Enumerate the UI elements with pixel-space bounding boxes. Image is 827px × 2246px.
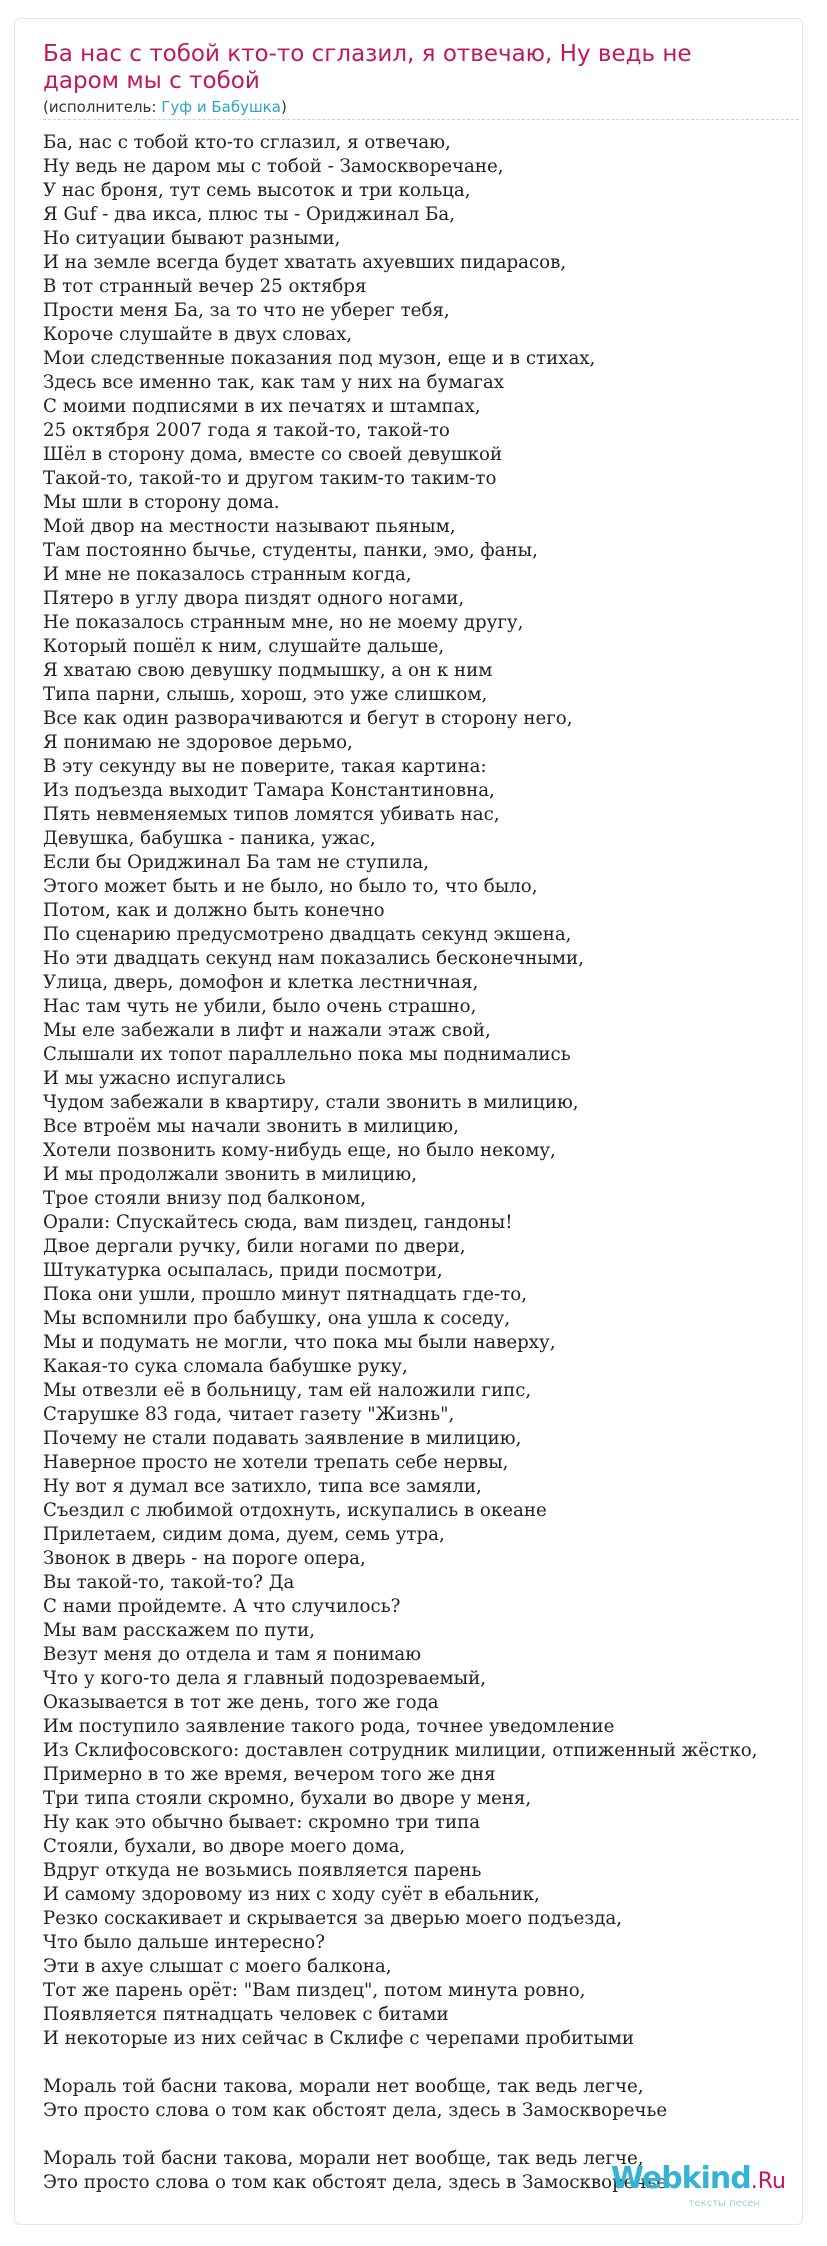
lyric-line: И мы ужасно испугались [43,1068,286,1089]
lyric-line: Я понимаю не здоровое дерьмо, [43,732,353,753]
lyric-line: Но ситуации бывают разными, [43,228,341,249]
lyric-line: Прости меня Ба, за то что не уберег тебя, [43,300,450,321]
lyrics-page [14,18,803,2225]
lyric-line: Прилетаем, сидим дома, дуем, семь утра, [43,1524,445,1545]
lyric-line: С нами пройдемте. А что случилось? [43,1596,401,1617]
artist-suffix: ) [280,98,287,116]
lyric-line: Мы еле забежали в лифт и нажали этаж свой, [43,1020,491,1041]
lyric-line: Все как один разворачиваются и бегут в сторону него, [43,708,573,729]
lyric-line: Мы и подумать не могли, что пока мы были наверху, [43,1332,556,1353]
artist-prefix: (исполнитель: [43,98,162,116]
lyric-line: Трое стояли внизу под балконом, [43,1188,366,1209]
lyric-line: Мы отвезли её в больницу, там ей наложили гипс, [43,1380,532,1401]
logo-name: Webkind [610,2161,751,2196]
lyric-line: Короче слушайте в двух словах, [43,324,353,345]
lyric-line: Звонок в дверь - на пороге опера, [43,1548,366,1569]
lyric-line: 25 октября 2007 года я такой-то, такой-то [43,420,450,441]
lyric-line: Такой-то, такой-то и другом таким-то таким-то [43,468,497,489]
lyric-line: И мы продолжали звонить в милицию, [43,1164,417,1185]
lyric-line: Три типа стояли скромно, бухали во дворе у меня, [43,1788,532,1809]
lyric-line: Что у кого-то дела я главный подозреваемый, [43,1668,487,1689]
lyric-blank-line [43,2051,803,2075]
lyric-line: Типа парни, слышь, хорош, это уже слишком, [43,684,488,705]
lyric-line: У нас броня, тут семь высоток и три кольца, [43,180,471,201]
title-divider [43,119,799,120]
lyric-line: Мы шли в сторону дома. [43,492,280,513]
lyric-line: Который пошёл к ним, слушайте дальше, [43,636,445,657]
lyric-line: И на земле всегда будет хватать ахуевших пидарасов, [43,252,567,273]
lyric-line: Это просто слова о том как обстоят дела, здесь в Замоскворечье [43,2100,668,2121]
lyric-line: Наверное просто не хотели трепать себе нервы, [43,1452,509,1473]
lyric-line: С моими подписями в их печатях и штампах, [43,396,481,417]
lyric-line: Орали: Спускайтесь сюда, вам пиздец, гандоны! [43,1212,513,1233]
lyric-line: В эту секунду вы не поверите, такая картина: [43,756,487,777]
lyric-line: Резко соскакивает и скрывается за дверью моего подъезда, [43,1908,623,1929]
lyric-line: Этого может быть и не было, но было то, что было, [43,876,538,897]
lyric-line: Ба, нас с тобой кто-то сглазил, я отвечаю, [43,132,451,153]
lyric-line: Девушка, бабушка - паника, ужас, [43,828,376,849]
lyric-line: Но эти двадцать секунд нам показались бесконечными, [43,948,584,969]
artist-link[interactable]: Гуф и Бабушка [161,98,281,116]
lyric-line: Там постоянно бычье, студенты, панки, эмо, фаны, [43,540,538,561]
lyric-line: Им поступило заявление такого рода, точнее уведомление [43,1716,615,1737]
lyric-line: Появляется пятнадцать человек с битами [43,2004,449,2025]
lyric-line: Я хватаю свою девушку подмышку, а он к ним [43,660,493,681]
lyric-line: Тот же парень орёт: "Вам пиздец", потом минута ровно, [43,1980,586,2001]
lyrics-text [43,131,803,2195]
lyric-line: Нас там чуть не убили, было очень страшно, [43,996,477,1017]
lyric-line: Оказывается в тот же день, того же года [43,1692,439,1713]
lyric-line: Везут меня до отдела и там я понимаю [43,1644,422,1665]
lyric-line: Мы вспомнили про бабушку, она ушла к соседу, [43,1308,511,1329]
lyric-line: Съездил с любимой отдохнуть, искупались в океане [43,1500,547,1521]
lyric-line: Мораль той басни такова, морали нет вообще, так ведь легче, [43,2148,644,2169]
lyric-line: Пятеро в углу двора пиздят одного ногами, [43,588,465,609]
lyric-line: Из Склифосовского: доставлен сотрудник милиции, отпиженный жёстко, [43,1740,758,1761]
lyric-line: Старушке 83 года, читает газету "Жизнь", [43,1404,455,1425]
lyric-line: Мораль той басни такова, морали нет вообще, так ведь легче, [43,2076,644,2097]
logo-suffix: .Ru [750,2169,786,2194]
lyric-line: Что было дальше интересно? [43,1932,325,1953]
lyric-line: Потом, как и должно быть конечно [43,900,385,921]
lyric-line: Ну вот я думал все затихло, типа все замяли, [43,1476,482,1497]
lyric-line: Эти в ахуе слышат с моего балкона, [43,1956,392,1977]
lyric-line: Мои следственные показания под музон, еще и в стихах, [43,348,596,369]
lyric-line: В тот странный вечер 25 октября [43,276,367,297]
lyric-line: И некоторые из них сейчас в Склифе с черепами пробитыми [43,2028,635,2049]
lyric-line: Стояли, бухали, во дворе моего дома, [43,1836,406,1857]
lyric-line: Мой двор на местности называют пьяным, [43,516,456,537]
lyric-blank-line [43,2123,803,2147]
lyric-line: Из подъезда выходит Тамара Константиновна, [43,780,495,801]
lyric-line: Ну ведь не даром мы с тобой - Замоскворечане, [43,156,504,177]
lyric-line: Пока они ушли, прошло минут пятнадцать где-то, [43,1284,528,1305]
lyric-line: Не показалось странным мне, но не моему другу, [43,612,524,633]
lyric-line: Хотели позвонить кому-нибудь еще, но было некому, [43,1140,556,1161]
lyric-line: И самому здоровому из них с ходу суёт в ебальник, [43,1884,540,1905]
lyric-line: Какая-то сука сломала бабушке руку, [43,1356,408,1377]
lyric-line: Я Guf - два икса, плюс ты - Ориджинал Ба, [43,204,456,225]
lyric-line: Улица, дверь, домофон и клетка лестничная, [43,972,479,993]
lyric-line: Чудом забежали в квартиру, стали звонить в милицию, [43,1092,579,1113]
lyric-line: Слышали их топот параллельно пока мы поднимались [43,1044,571,1065]
lyric-line: Штукатурка осыпалась, приди посмотри, [43,1260,443,1281]
logo-tagline: тексты песен [688,2198,760,2209]
lyric-line: По сценарию предусмотрено двадцать секунд экшена, [43,924,572,945]
lyric-line: Здесь все именно так, как там у них на бумагах [43,372,504,393]
lyric-line: Примерно в то же время, вечером того же дня [43,1764,496,1785]
lyric-line: Если бы Ориджинал Ба там не ступила, [43,852,430,873]
lyric-line: Вы такой-то, такой-то? Да [43,1572,295,1593]
lyric-line: Мы вам расскажем по пути, [43,1620,316,1641]
song-title: Ба нас с тобой кто-то сглазил, я отвечаю, Ну ведь не даром мы с тобой [43,41,692,94]
artist-line [43,98,287,116]
lyric-line: Пять невменяемых типов ломятся убивать нас, [43,804,500,825]
lyric-line: Двое дергали ручку, били ногами по двери, [43,1236,466,1257]
site-logo[interactable] [610,2161,786,2210]
lyric-line: Вдруг откуда не возьмись появляется парень [43,1860,482,1881]
lyric-line: И мне не показалось странным когда, [43,564,412,585]
lyric-line: Все втроём мы начали звонить в милицию, [43,1116,459,1137]
lyric-line: Это просто слова о том как обстоят дела, здесь в Замоскворечье [43,2172,668,2193]
lyric-line: Шёл в сторону дома, вместе со своей девушкой [43,444,503,465]
lyric-line: Почему не стали подавать заявление в милицию, [43,1428,522,1449]
lyric-line: Ну как это обычно бывает: скромно три типа [43,1812,481,1833]
